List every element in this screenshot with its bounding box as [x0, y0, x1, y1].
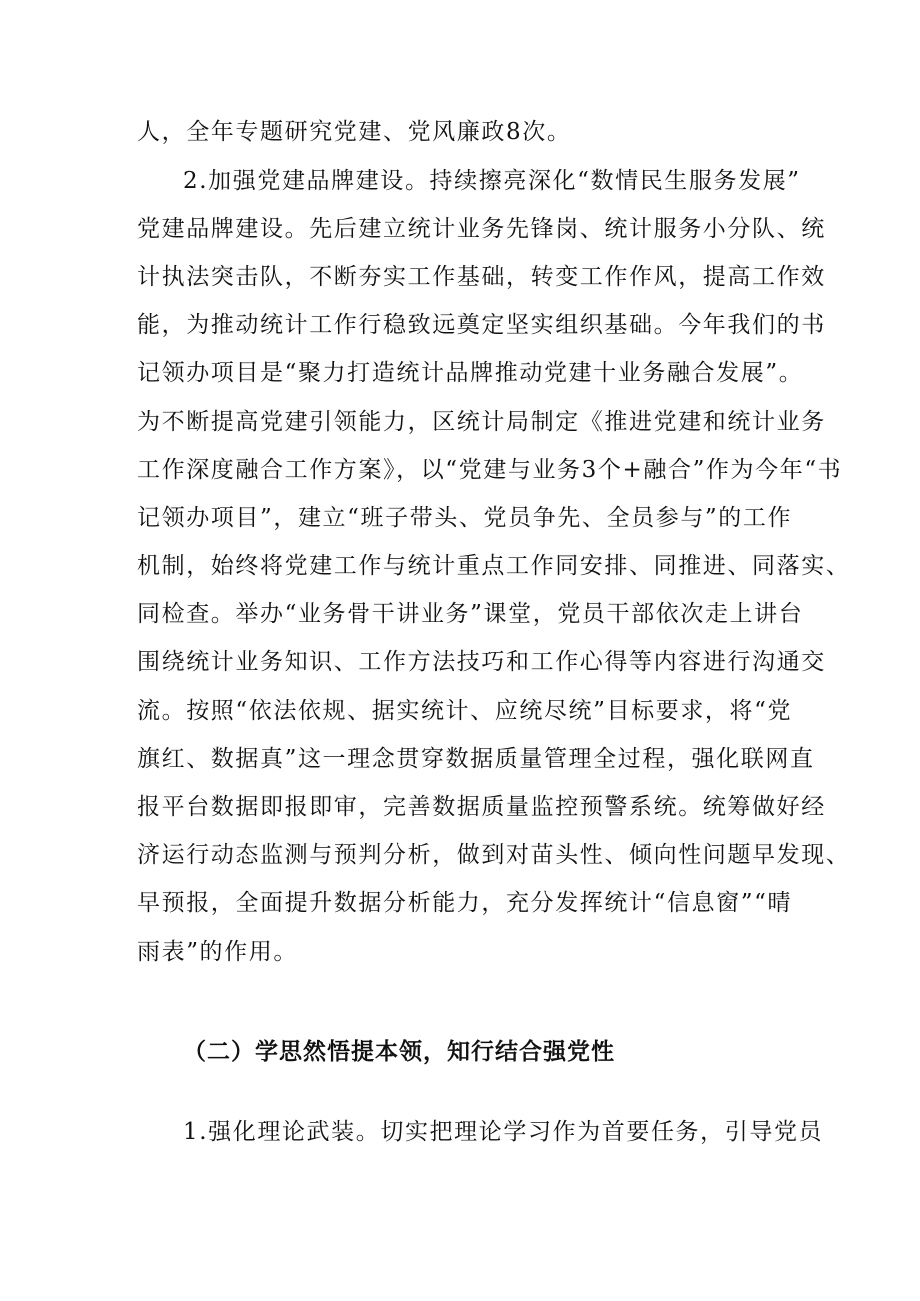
- text-line: 记领办项目”，建立“班子带头、党员争先、全员参与”的工作: [137, 505, 793, 531]
- text-line: 机制，始终将党建工作与统计重点工作同安排、同推进、同落实、: [137, 553, 851, 579]
- text-line: 2.加强党建品牌建设。持续擦亮深化“数情民生服务发展”: [183, 168, 801, 194]
- text-line: 早预报，全面提升数据分析能力，充分发挥统计“信息窗”“晴: [137, 890, 793, 916]
- text-line: 流。按照“依法依规、据实统计、应统尽统”目标要求，将“党: [137, 698, 793, 724]
- text-line: 济运行动态监测与预判分析，做到对苗头性、倾向性问题早发现、: [137, 842, 851, 868]
- section-heading: （二）学思然悟提本领，知行结合强党性: [183, 1039, 615, 1065]
- text-line: 人，全年专题研究党建、党风廉政8次。: [137, 119, 572, 145]
- text-line: 记领办项目是“聚力打造统计品牌推动党建十业务融合发展”。: [137, 360, 804, 386]
- text-line: 围绕统计业务知识、工作方法技巧和工作心得等内容进行沟通交: [137, 649, 826, 675]
- text-line: 报平台数据即报即审，完善数据质量监控预警系统。统筹做好经: [137, 794, 826, 820]
- text-line: 为不断提高党建引领能力，区统计局制定《推进党建和统计业务: [137, 409, 826, 435]
- text-line: 1.强化理论武装。切实把理论学习作为首要任务，引导党员: [183, 1119, 824, 1145]
- text-line: 能，为推动统计工作行稳致远奠定坚实组织基础。今年我们的书: [137, 312, 826, 338]
- text-line: 党建品牌建设。先后建立统计业务先锋岗、统计服务小分队、统: [137, 216, 826, 242]
- text-line: 同检查。举办“业务骨干讲业务”课堂，党员干部依次走上讲台: [137, 601, 804, 627]
- text-line: 旗红、数据真”这一理念贯穿数据质量管理全过程，强化联网直: [137, 746, 815, 772]
- text-line: 计执法突击队，不断夯实工作基础，转变工作作风，提高工作效: [137, 264, 826, 290]
- text-line: 雨表”的作用。: [137, 939, 298, 965]
- text-line: 工作深度融合工作方案》，以“党建与业务3个+融合”作为今年“书: [137, 457, 843, 483]
